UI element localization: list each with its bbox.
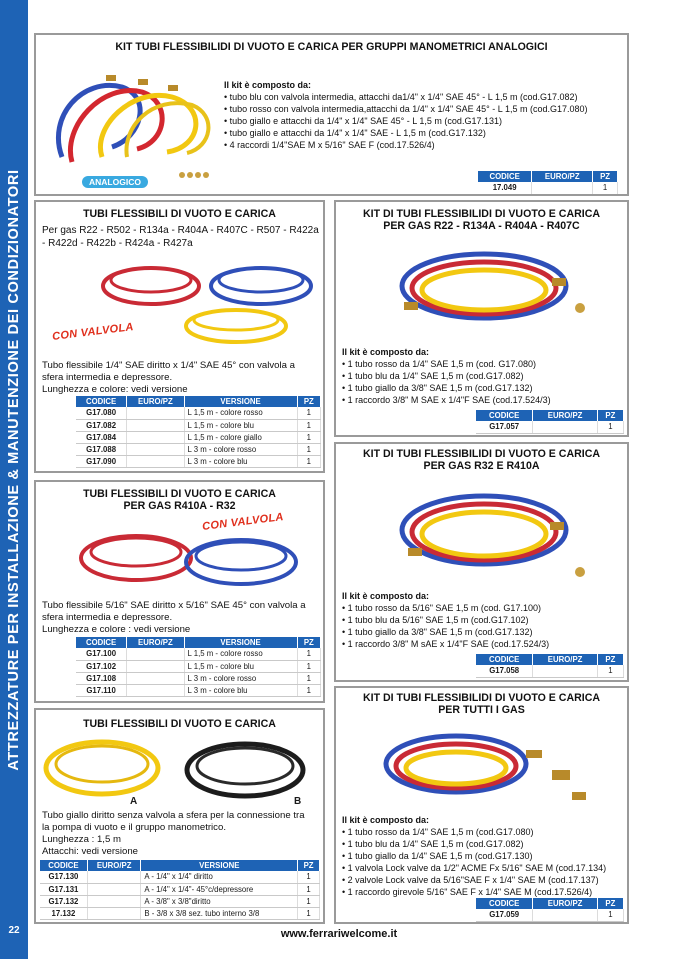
col-euro: EURO/PZ: [532, 171, 593, 182]
cell-codice: G17.130: [40, 871, 87, 883]
hose-kit-image: [384, 478, 594, 586]
kit-list-head: Il kit è composto da:: [342, 815, 430, 825]
kit-r32-title: KIT DI TUBI FLESSIBILIDI DI VUOTO E CARICA: [363, 448, 600, 460]
cell-pz: 1: [597, 665, 623, 677]
cell-euro: [127, 443, 184, 455]
tubi-valvola-title: TUBI FLESSIBILI DI VUOTO E CARICA: [83, 208, 276, 220]
hose-kit-image: [42, 57, 222, 187]
table-row: [40, 895, 320, 907]
list-item: • 1 tubo blu da 5/16" SAE 1,5 m (cod.G17.102): [342, 615, 529, 625]
cell-euro: [87, 871, 141, 883]
con-valvola-stamp: CON VALVOLA: [51, 321, 135, 343]
table-header-row: [478, 171, 618, 182]
list-item: • tubo giallo e attacchi da 1/4" x 1/4" SAE - L 1,5 m (cod.G17.132): [224, 128, 486, 138]
table-row: [478, 182, 618, 194]
cell-euro: [127, 407, 184, 419]
table-row: [476, 421, 624, 433]
cell-euro: [127, 672, 184, 684]
desc-line: sfera intermedia e depressore.: [42, 612, 173, 623]
desc-line: Tubo flessibile 5/16" SAE diritto x 5/16" SAE 45° con valvola a: [42, 600, 306, 611]
cell-euro: [127, 431, 184, 443]
cell-pz: 1: [297, 672, 320, 684]
table-row: [476, 665, 624, 677]
cell-codice: G17.110: [76, 684, 127, 696]
table-row: [40, 883, 320, 895]
list-item: • 1 tubo rosso da 1/4" SAE 1,5 m (cod.G17.080): [342, 827, 534, 837]
cell-euro: [87, 895, 141, 907]
cell-pz: 1: [298, 883, 320, 895]
kit-r22-box: [334, 200, 629, 437]
cell-euro: [87, 907, 141, 919]
cell-versione: L 1,5 m - colore blu: [184, 660, 297, 672]
hose-image: [40, 736, 320, 804]
cell-pz: 1: [597, 909, 623, 921]
cell-codice: G17.057: [476, 421, 533, 433]
cell-codice: 17.132: [40, 907, 87, 919]
cell-versione: L 3 m - colore blu: [184, 684, 297, 696]
kit-all-box: [334, 686, 629, 924]
page-number: 22: [8, 925, 20, 936]
tubi-valvola-table: [76, 396, 321, 468]
cell-pz: 1: [297, 684, 320, 696]
cell-pz: 1: [297, 407, 320, 419]
list-item: • 1 tubo blu da 1/4" SAE 1,5 m (cod.G17.082): [342, 839, 524, 849]
col-euro: EURO/PZ: [533, 898, 597, 909]
col-codice: CODICE: [476, 898, 533, 909]
col-versione: VERSIONE: [184, 637, 297, 648]
tubi-r410-box: [34, 480, 325, 703]
cell-euro: [127, 455, 184, 467]
cell-versione: A - 1/4" x 1/4" diritto: [141, 871, 298, 883]
cell-pz: 1: [298, 907, 320, 919]
kit-r32-list: [342, 590, 624, 650]
kit-r32-table: [476, 654, 624, 678]
tubi-senza-box: [34, 708, 325, 924]
sidebar-title: ATTREZZATURE PER INSTALLAZIONE & MANUTENZIONE DEI CONDIZIONATORI: [6, 169, 22, 771]
list-item: • 1 valvola Lock valve da 1/2" ACME Fx 5/16" SAE M (cod.17.134): [342, 863, 607, 873]
table-row: [76, 407, 321, 419]
gas-list: Per gas R22 - R502 - R134a - R404A - R407C - R507 - R422a - R422d - R422b - R424a - R427a: [42, 225, 319, 249]
cell-euro: [533, 665, 597, 677]
desc-line: Tubo flessibile 1/4" SAE diritto x 1/4" SAE 45° con valvola a: [42, 360, 295, 371]
kit-all-title: KIT DI TUBI FLESSIBILIDI DI VUOTO E CARICA: [363, 692, 600, 704]
cell-pz: 1: [297, 660, 320, 672]
hose-kit-image: [384, 238, 594, 338]
kit-r32-subtitle: PER GAS R32 E R410A: [423, 460, 540, 472]
col-euro: EURO/PZ: [127, 396, 184, 407]
desc-line: Lunghezza e colore: vedi versione: [42, 384, 188, 395]
tubi-senza-title: TUBI FLESSIBILI DI VUOTO E CARICA: [83, 718, 276, 730]
kit-analog-table: [478, 171, 618, 195]
cell-euro: [87, 883, 141, 895]
kit-list-head: Il kit è composto da:: [342, 591, 430, 601]
cell-pz: 1: [298, 871, 320, 883]
col-euro: EURO/PZ: [127, 637, 184, 648]
table-row: [76, 684, 321, 696]
cell-versione: L 3 m - colore rosso: [184, 443, 297, 455]
col-euro: EURO/PZ: [87, 860, 141, 871]
kit-r22-subtitle: PER GAS R22 - R134A - R404A - R407C: [383, 220, 580, 232]
cell-versione: A - 1/4" x 1/4"- 45°c/depressore: [141, 883, 298, 895]
cell-pz: 1: [297, 419, 320, 431]
col-pz: PZ: [593, 171, 618, 182]
list-item: • 1 raccordo 3/8" M SAE x 1/4"F SAE (cod.17.524/3): [342, 395, 551, 405]
list-item: • tubo giallo e attacchi da 1/4" x 1/4" SAE 45° - L 1,5 m (cod.G17.131): [224, 116, 502, 126]
list-item: • 1 tubo blu da 1/4" SAE 1,5 m (cod.G17.082): [342, 371, 524, 381]
table-row: [76, 648, 321, 660]
hose-image: [76, 526, 306, 596]
hose-kit-image: [376, 720, 596, 812]
cell-euro: [127, 660, 184, 672]
cell-versione: L 1,5 m - colore blu: [184, 419, 297, 431]
cell-pz: 1: [297, 648, 320, 660]
cell-pz: 1: [297, 431, 320, 443]
cell-versione: A - 3/8" x 3/8"diritto: [141, 895, 298, 907]
table-header-row: [476, 654, 624, 665]
cell-euro: [127, 419, 184, 431]
cell-pz: 1: [297, 455, 320, 467]
kit-r22-list: [342, 346, 624, 406]
cell-codice: G17.082: [76, 419, 127, 431]
col-pz: PZ: [297, 637, 320, 648]
label-b: B: [294, 796, 302, 807]
list-item: • 1 tubo giallo da 3/8" SAE 1,5 m (cod.G17.132): [342, 627, 533, 637]
analog-badge: ANALOGICO: [82, 176, 148, 188]
cell-euro: [127, 648, 184, 660]
con-valvola-stamp: CON VALVOLA: [201, 511, 285, 533]
kit-analog-list-head: Il kit è composto da:: [224, 80, 312, 90]
kit-r32-box: [334, 442, 629, 682]
cell-pz: 1: [597, 421, 623, 433]
website-link[interactable]: www.ferrariwelcome.it: [280, 928, 398, 940]
list-item: • 1 raccordo girevole 5/16" SAE F x 1/4" SAE M (cod.17.526/4): [342, 887, 593, 897]
desc-line: Tubo giallo diritto senza valvola a sfera per la connessione tra: [42, 810, 305, 821]
table-header-row: [476, 898, 624, 909]
table-row: [76, 660, 321, 672]
table-row: [76, 455, 321, 467]
cell-euro: [127, 684, 184, 696]
cell-codice: G17.132: [40, 895, 87, 907]
table-header-row: [40, 860, 320, 871]
col-pz: PZ: [297, 396, 320, 407]
table-row: [76, 419, 321, 431]
list-item: • 4 raccordi 1/4"SAE M x 5/16" SAE F (cod.17.526/4): [224, 140, 435, 150]
cell-versione: L 3 m - colore rosso: [184, 672, 297, 684]
cell-codice: G17.080: [76, 407, 127, 419]
table-header-row: [76, 637, 321, 648]
cell-codice: G17.100: [76, 648, 127, 660]
col-pz: PZ: [597, 410, 623, 421]
table-row: [40, 907, 320, 919]
col-versione: VERSIONE: [141, 860, 298, 871]
kit-all-table: [476, 898, 624, 922]
tubi-r410-subtitle: PER GAS R410A - R32: [123, 500, 236, 512]
list-item: • tubo rosso con valvola intermedia,attacchi da 1/4" x 1/4" SAE 45° - L 1,5 m (cod.G17.080): [224, 104, 588, 114]
col-euro: EURO/PZ: [533, 410, 597, 421]
kit-all-list: [342, 814, 626, 898]
kit-list-head: Il kit è composto da:: [342, 347, 430, 357]
tubi-senza-table: [40, 860, 320, 920]
col-pz: PZ: [597, 898, 623, 909]
desc-line: Lunghezza e colore : vedi versione: [42, 624, 191, 635]
kit-r22-table: [476, 410, 624, 434]
cell-euro: [532, 182, 593, 194]
list-item: • 1 tubo rosso da 5/16" SAE 1,5 m (cod. G17.100): [342, 603, 541, 613]
desc-line: Lunghezza : 1,5 m: [42, 834, 121, 845]
list-item: • 1 tubo giallo da 1/4" SAE 1,5 m (cod.G17.130): [342, 851, 533, 861]
col-codice: CODICE: [476, 410, 533, 421]
desc-line: la pompa di vuoto e il gruppo manometrico.: [42, 822, 226, 833]
cell-pz: 1: [297, 443, 320, 455]
tubi-valvola-box: [34, 200, 325, 473]
cell-codice: G17.084: [76, 431, 127, 443]
table-row: [476, 909, 624, 921]
col-pz: PZ: [597, 654, 623, 665]
tubi-r410-title: TUBI FLESSIBILI DI VUOTO E CARICA: [83, 488, 276, 500]
tubi-r410-table: [76, 637, 321, 697]
table-header-row: [476, 410, 624, 421]
table-row: [76, 672, 321, 684]
list-item: • 2 valvole Lock valve da 5/16"SAE F x 1/4" SAE M (cod.17.137): [342, 875, 599, 885]
sidebar-band: [0, 0, 28, 959]
col-codice: CODICE: [478, 171, 532, 182]
table-row: [40, 871, 320, 883]
cell-pz: 1: [298, 895, 320, 907]
col-euro: EURO/PZ: [533, 654, 597, 665]
cell-versione: L 1,5 m - colore rosso: [184, 648, 297, 660]
cell-codice: G17.090: [76, 455, 127, 467]
cell-euro: [533, 909, 597, 921]
col-codice: CODICE: [476, 654, 533, 665]
desc-line: sfera intermedia e depressore.: [42, 372, 173, 383]
table-row: [76, 443, 321, 455]
cell-codice: G17.059: [476, 909, 533, 921]
kit-all-subtitle: PER TUTTI I GAS: [438, 704, 525, 716]
cell-codice: G17.108: [76, 672, 127, 684]
cell-versione: L 3 m - colore blu: [184, 455, 297, 467]
cell-versione: B - 3/8 x 3/8 sez. tubo interno 3/8: [141, 907, 298, 919]
cell-euro: [533, 421, 597, 433]
list-item: • 1 raccordo 3/8" M sAE x 1/4"F SAE (cod.17.524/3): [342, 639, 550, 649]
col-versione: VERSIONE: [184, 396, 297, 407]
table-row: [76, 431, 321, 443]
table-header-row: [76, 396, 321, 407]
col-codice: CODICE: [76, 637, 127, 648]
list-item: • 1 tubo rosso da 1/4" SAE 1,5 m (cod. G17.080): [342, 359, 536, 369]
kit-analog-title: KIT TUBI FLESSIBILIDI DI VUOTO E CARICA PER GRUPPI MANOMETRICI ANALOGICI: [115, 41, 548, 53]
tubi-r410-desc: [42, 600, 324, 636]
kit-r22-title: KIT DI TUBI FLESSIBILIDI DI VUOTO E CARICA: [363, 208, 600, 220]
col-codice: CODICE: [40, 860, 87, 871]
kit-analog-list: [224, 79, 624, 151]
tubi-senza-desc: [42, 810, 324, 858]
cell-codice: G17.131: [40, 883, 87, 895]
cell-codice: G17.058: [476, 665, 533, 677]
cell-codice: G17.102: [76, 660, 127, 672]
cell-versione: L 1,5 m - colore rosso: [184, 407, 297, 419]
list-item: • 1 tubo giallo da 3/8" SAE 1,5 m (cod.G17.132): [342, 383, 533, 393]
kit-analog-box: [34, 33, 629, 196]
cell-versione: L 1,5 m - colore giallo: [184, 431, 297, 443]
cell-codice: 17.049: [478, 182, 532, 194]
label-a: A: [130, 796, 138, 807]
col-pz: PZ: [298, 860, 320, 871]
desc-line: Attacchi: vedi versione: [42, 846, 138, 857]
list-item: • tubo blu con valvola intermedia, attacchi da1/4" x 1/4" SAE 45° - L 1,5 m (cod.G17.082): [224, 92, 578, 102]
cell-pz: 1: [593, 182, 618, 194]
tubi-valvola-desc: [42, 360, 324, 396]
cell-codice: G17.088: [76, 443, 127, 455]
col-codice: CODICE: [76, 396, 127, 407]
